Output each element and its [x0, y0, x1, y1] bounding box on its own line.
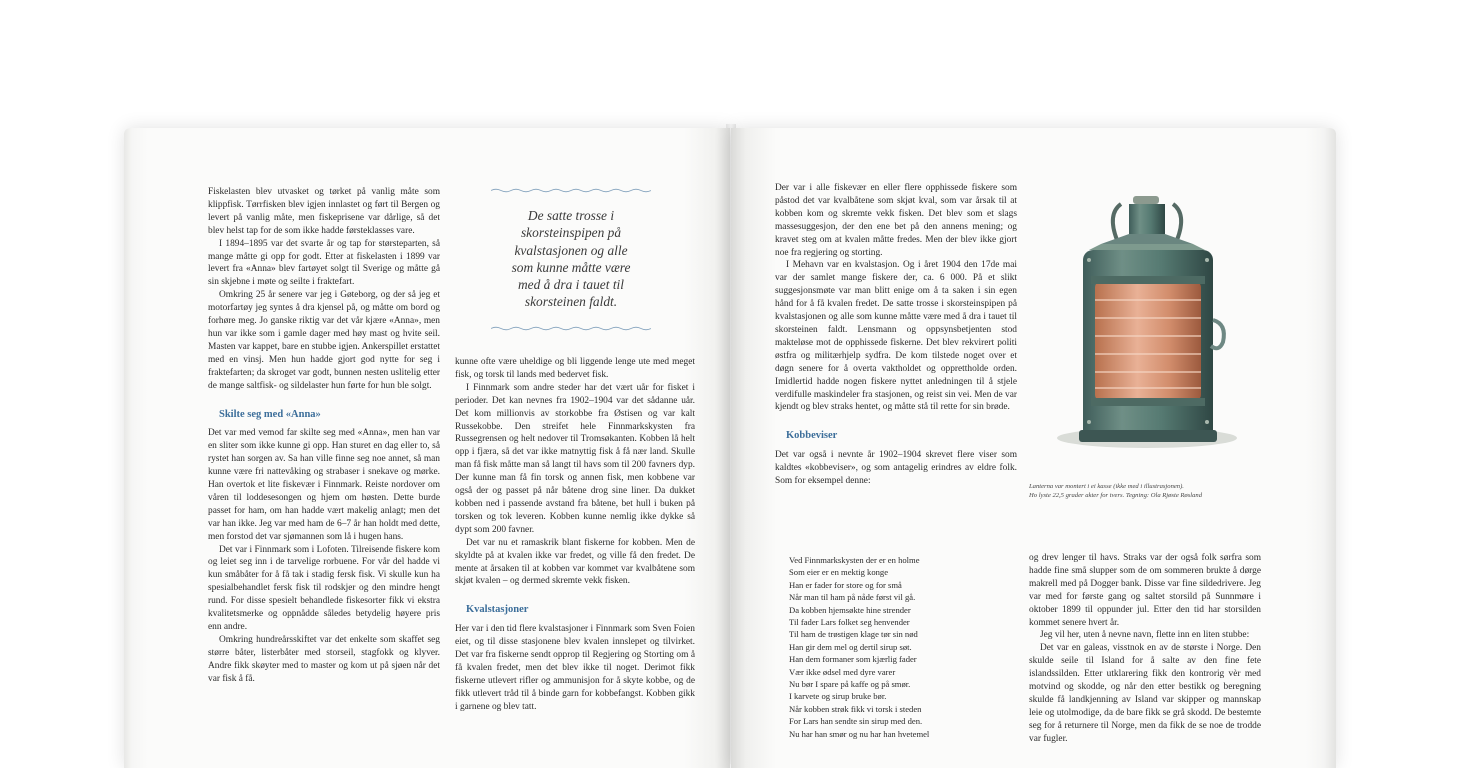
- paragraph: Det var en galeas, visstnok en av de største i Norge. Den skulde seile til Island for å salte av den fine fete islandssilden. Etter utklarering fikk den kontrorig vèr med motvind og skodde, og når den etter bestikk og beregning skulde få landkjenning av Island var skipper og mannskap leie og utolmodige, da de bare fikk se grå skodd. De bestemte seg for å returnere til Norge, men da fikk de se noe de trodde var fugler.: [1029, 643, 1261, 744]
- caption-line-2: Ho lyste 22,5 grader akter for tvers. Tegning: Ola Rjøste Røsland: [1029, 492, 1203, 500]
- poem-line: Når man til ham på nåde først vil gå.: [789, 592, 916, 603]
- poem-line: Til fader Lars folket seg henvender: [789, 617, 910, 628]
- paragraph: I Mehavn var en kvalstasjon. Og i året 1904 den 17de mai var der samlet mange fiskere der, ca. 6 000. På et slikt suggesjonsmøte var man blitt enige om å ta saken i sin egen hånd for å få kvalen fredet. De satte trosse i skorsteinspipen på kvalstasjonen og alle som kunne måtte være med å dra i tauet til skorsteinen faldt. Lensmann og oppsynsbetjenten stod makteløse mot de opphissede fiskerne. Det blev rekvirert politi østfra og militærhjelp sydfra. De kom tilstede noget over et døgn senere for å overta vaktholdet og opprettholde orden. Imidlertid hadde nogen fiskere nyttet anledningen til å stjele verdifulle maskindeler fra stasjonen, og reist sin vei. Men de var kjendt og blev straks hentet, og måtte stå til rette for sin brøde.: [775, 260, 1017, 413]
- left-page: [124, 128, 730, 768]
- left-col2-paragraphs-2: [455, 623, 695, 713]
- paragraph: Omkring 25 år senere var jeg i Gøteborg, og der så jeg et motorfartøy jeg syntes å dra kjensel på, og måtte om bord og forhøre meg. Jo ganske riktig var det vår kjære «Anna», men hun var ikke som i gamle dager med høy mast og hvite seil. Masten var kappet, bare en stubbe igjen. Ankerspillet erstattet med en vinsj. Men hun hadde gjort god nytte for seg i fraktefarten; da skroget var godt, bunnen nesten uslitelig etter de mange saltfisk- og sildelaster hun førte for hun ble solgt.: [208, 290, 440, 391]
- poem-line: Som eier er en mektig konge: [789, 567, 889, 578]
- pull-quote-text: [486, 207, 656, 310]
- left-column-1: [208, 186, 440, 686]
- paragraph: Det var med vemod far skilte seg med «Anna», men han var en sliter som ikke kunne gi opp. Han sturet en dag eller to, så rystet han sorgen av. Sa han ville finne seg noe annet, så man kunne være fri nattevåking og strabaser i snekave og mørke. Han overtok et lite fiskevær i Finnmark. Reiste nordover om våren til loddesesongen og hjem om høsten. Dette burde passet for ham, om han hadde vært makelig anlagt; men det var han ikke. Jeg var med ham de 6–7 år han holdt med dette, men forstod det var sjømannen som lå i hugen hans.: [208, 428, 440, 542]
- paragraph: Her var i den tid flere kvalstasjoner i Finnmark som Sven Foien eiet, og til disse stasjonene blev kvalen innslepet og tilvirket. Det var fra fiskerne sendt opprop til Regjering og Storting om å få kvalen fredet, men det blev ikke til noget. Derimot fikk fiskerne utlevert rifler og ammunisjon for å skyte kobbe, og de fikk utlevert tråd til å binde garn for kobbefangst. Kobben gikk i garnene og blev tatt.: [455, 624, 695, 712]
- paragraph: og drev lenger til havs. Straks var der også folk sørfra som hadde fine små slupper som de om sommeren brukte å dørge makrell med på Dogger bank. Disse var fine sildedrivere. Jeg var med for første gang og saltet storsild på Sunnmøre i oktober 1899 til oppunder jul. Etter den tid har storsilden kommet senere hvert år.: [1029, 553, 1261, 628]
- right-col1-paragraphs: [775, 182, 1017, 414]
- right-page: [731, 128, 1336, 768]
- paragraph: Fiskelasten blev utvasket og tørket på vanlig måte som klippfisk. Tørrfisken blev igjen innlastet og ført til Bergen og levert på vanlig måte, men fiskeprisene var dårlige, så det blev helst tap for de som ikke hadde førsteklasses vare.: [208, 187, 440, 236]
- left-col1-paragraphs-2: [208, 427, 440, 685]
- quote-line: med å dra i tauet til: [517, 277, 624, 293]
- poem-line: Ved Finnmarkskysten der er en holme: [789, 555, 920, 565]
- left-col2-paragraphs: [455, 356, 695, 588]
- paragraph: I 1894–1895 var det svarte år og tap for størsteparten, så mange måtte gi opp for godt. Etter at fiskelasten i 1899 var levert fra «Anna» blev fartøyet solgt til Sverige og måtte gå sin skjebne i møte og seilte i fraktefart.: [208, 238, 440, 288]
- quote-bottom-rule: [491, 326, 651, 331]
- right-col1-paragraphs-2: [775, 449, 1017, 488]
- paragraph: I Finnmark som andre steder har det vært uår for fisket i perioder. Det kan nevnes fra 1902–1904 var det sådanne uår. Det kom millionvis av storkobbe fra Østisen og var kalt Russekobbe. Den streifet hele Finnmarkskysten fra Russegrensen og helt nedover til Tromsøkanten. Kobben lå helt opp i fjæra, så det var ikke matnyttig fisk å få nær land. Skulle man få fisk måtte man så langt til havs som til 200 favners dyp. Der kunne man få fin torsk og annen fisk, men kobbene var også der og passet på når båtene drog sine liner. Da dukket kobben ned i passende avstand fra båtene, bet hull i buken på torsken og tok leveren. Kobben kunne nemlig ikke dykke så dypt som 200 favner.: [455, 382, 695, 535]
- right-col2-paragraphs: [1029, 552, 1261, 746]
- paragraph: Det var i Finnmark som i Lofoten. Tilreisende fiskere kom og leiet seg inn i de tarvelige rorbuene. For vår del hadde vi kun småbåter for å få tak i stadig fersk fisk. Vi skulle kun ha spesialbehandlet fersk fisk til rodskjer og den mindre hengt rund. For disse spesielt behandlede fiskesorter fikk vi ekstra kvalitetsmerke og oppnådde således betydelig høyere pris enn andre.: [208, 544, 440, 632]
- lantern-caption: [1029, 482, 1269, 500]
- lantern-illustration: [1031, 190, 1263, 470]
- poem-line: For Lars han sendte sin sirup med den.: [789, 716, 923, 727]
- paragraph: Der var i alle fiskevær en eller flere opphissede fiskere som påstod det var kvalbåtene som skjøt kval, som var årsak til at kobben kom og skremte vekk fisken. Det blev som et slags massesuggesjon, der den ene bet på den annens mening; og kravet steg om at kvalen måtte fredes. Men der blev ikke gjort noe fra regjering og storting.: [775, 183, 1017, 258]
- quote-top-rule: [491, 188, 651, 193]
- right-column-1: [775, 182, 1017, 488]
- left-column-2: [455, 356, 695, 714]
- paragraph: kunne ofte være uheldige og bli liggende lenge ute med meget fisk, og torsk til lands med bedervet fisk.: [455, 357, 695, 380]
- paragraph: Det var også i nevnte år 1902–1904 skrevet flere viser som kaldtes «kobbeviser», og som antagelig erindres av eldre folk. Som for eksempel denne:: [775, 450, 1017, 487]
- right-column-2: [1029, 552, 1261, 746]
- section-heading-skilte: Skilte seg med «Anna»: [219, 408, 321, 420]
- paragraph: Omkring hundreårsskiftet var det enkelte som skaffet seg større båter, listerbåter med storseil, stagfokk og klyver. Andre fikk skøyter med to master og kom ut på sjøen når det var fisk å få.: [208, 634, 440, 684]
- poem-line: Han er fader for store og for små: [789, 579, 902, 590]
- paragraph: Det var nu et ramaskrik blant fiskerne for kobben. Men de skyldte på at kvalen ikke var fredet, og ville få den fredet. De mente at årsaken til at kobben var kommet var kvalbåtene som skjøt kvalen – og dermed skremte vekk fisken.: [455, 537, 695, 587]
- quote-line: kvalstasjonen og alle: [514, 242, 628, 258]
- quote-line: De satte trosse i: [527, 208, 615, 224]
- poem-line: Vær ikke ødsel med dyre varer: [789, 666, 896, 677]
- poem-line: I karvete og sirup bruke bør.: [789, 691, 887, 702]
- quote-line: skorsteinen faldt.: [524, 294, 618, 310]
- poem-line: Han gir dem mel og dertil sirup søt.: [789, 641, 912, 652]
- pull-quote: [486, 180, 656, 336]
- poem-line: Da kobben hjemsøkte hine strender: [789, 604, 911, 615]
- poem-line: Nu har han smør og nu har han hvetemel: [789, 728, 930, 739]
- section-heading-kvalstasjoner: Kvalstasjoner: [466, 604, 529, 616]
- kobbevise-poem: [789, 554, 1019, 740]
- poem-line: Nu bør I spare på kaffe og på smør.: [789, 679, 911, 690]
- section-heading-kobbeviser: Kobbeviser: [786, 430, 838, 442]
- quote-line: skorsteinspipen på: [520, 225, 622, 241]
- poem-line: Til ham de trøstigen klage tør sin nød: [789, 629, 918, 640]
- poem-line: Når kobben strøk fikk vi torsk i steden: [789, 703, 922, 714]
- poem-line: Han dem formaner som kjærlig fader: [789, 654, 917, 665]
- caption-line-1: Lanterna var montert i ei kasse (ikke med i illustrasjonen).: [1029, 483, 1184, 490]
- paragraph: Jeg vil her, uten å nevne navn, flette inn en liten stubbe:: [1040, 630, 1250, 641]
- quote-line: som kunne måtte være: [511, 259, 631, 275]
- left-col1-paragraphs: [208, 186, 440, 393]
